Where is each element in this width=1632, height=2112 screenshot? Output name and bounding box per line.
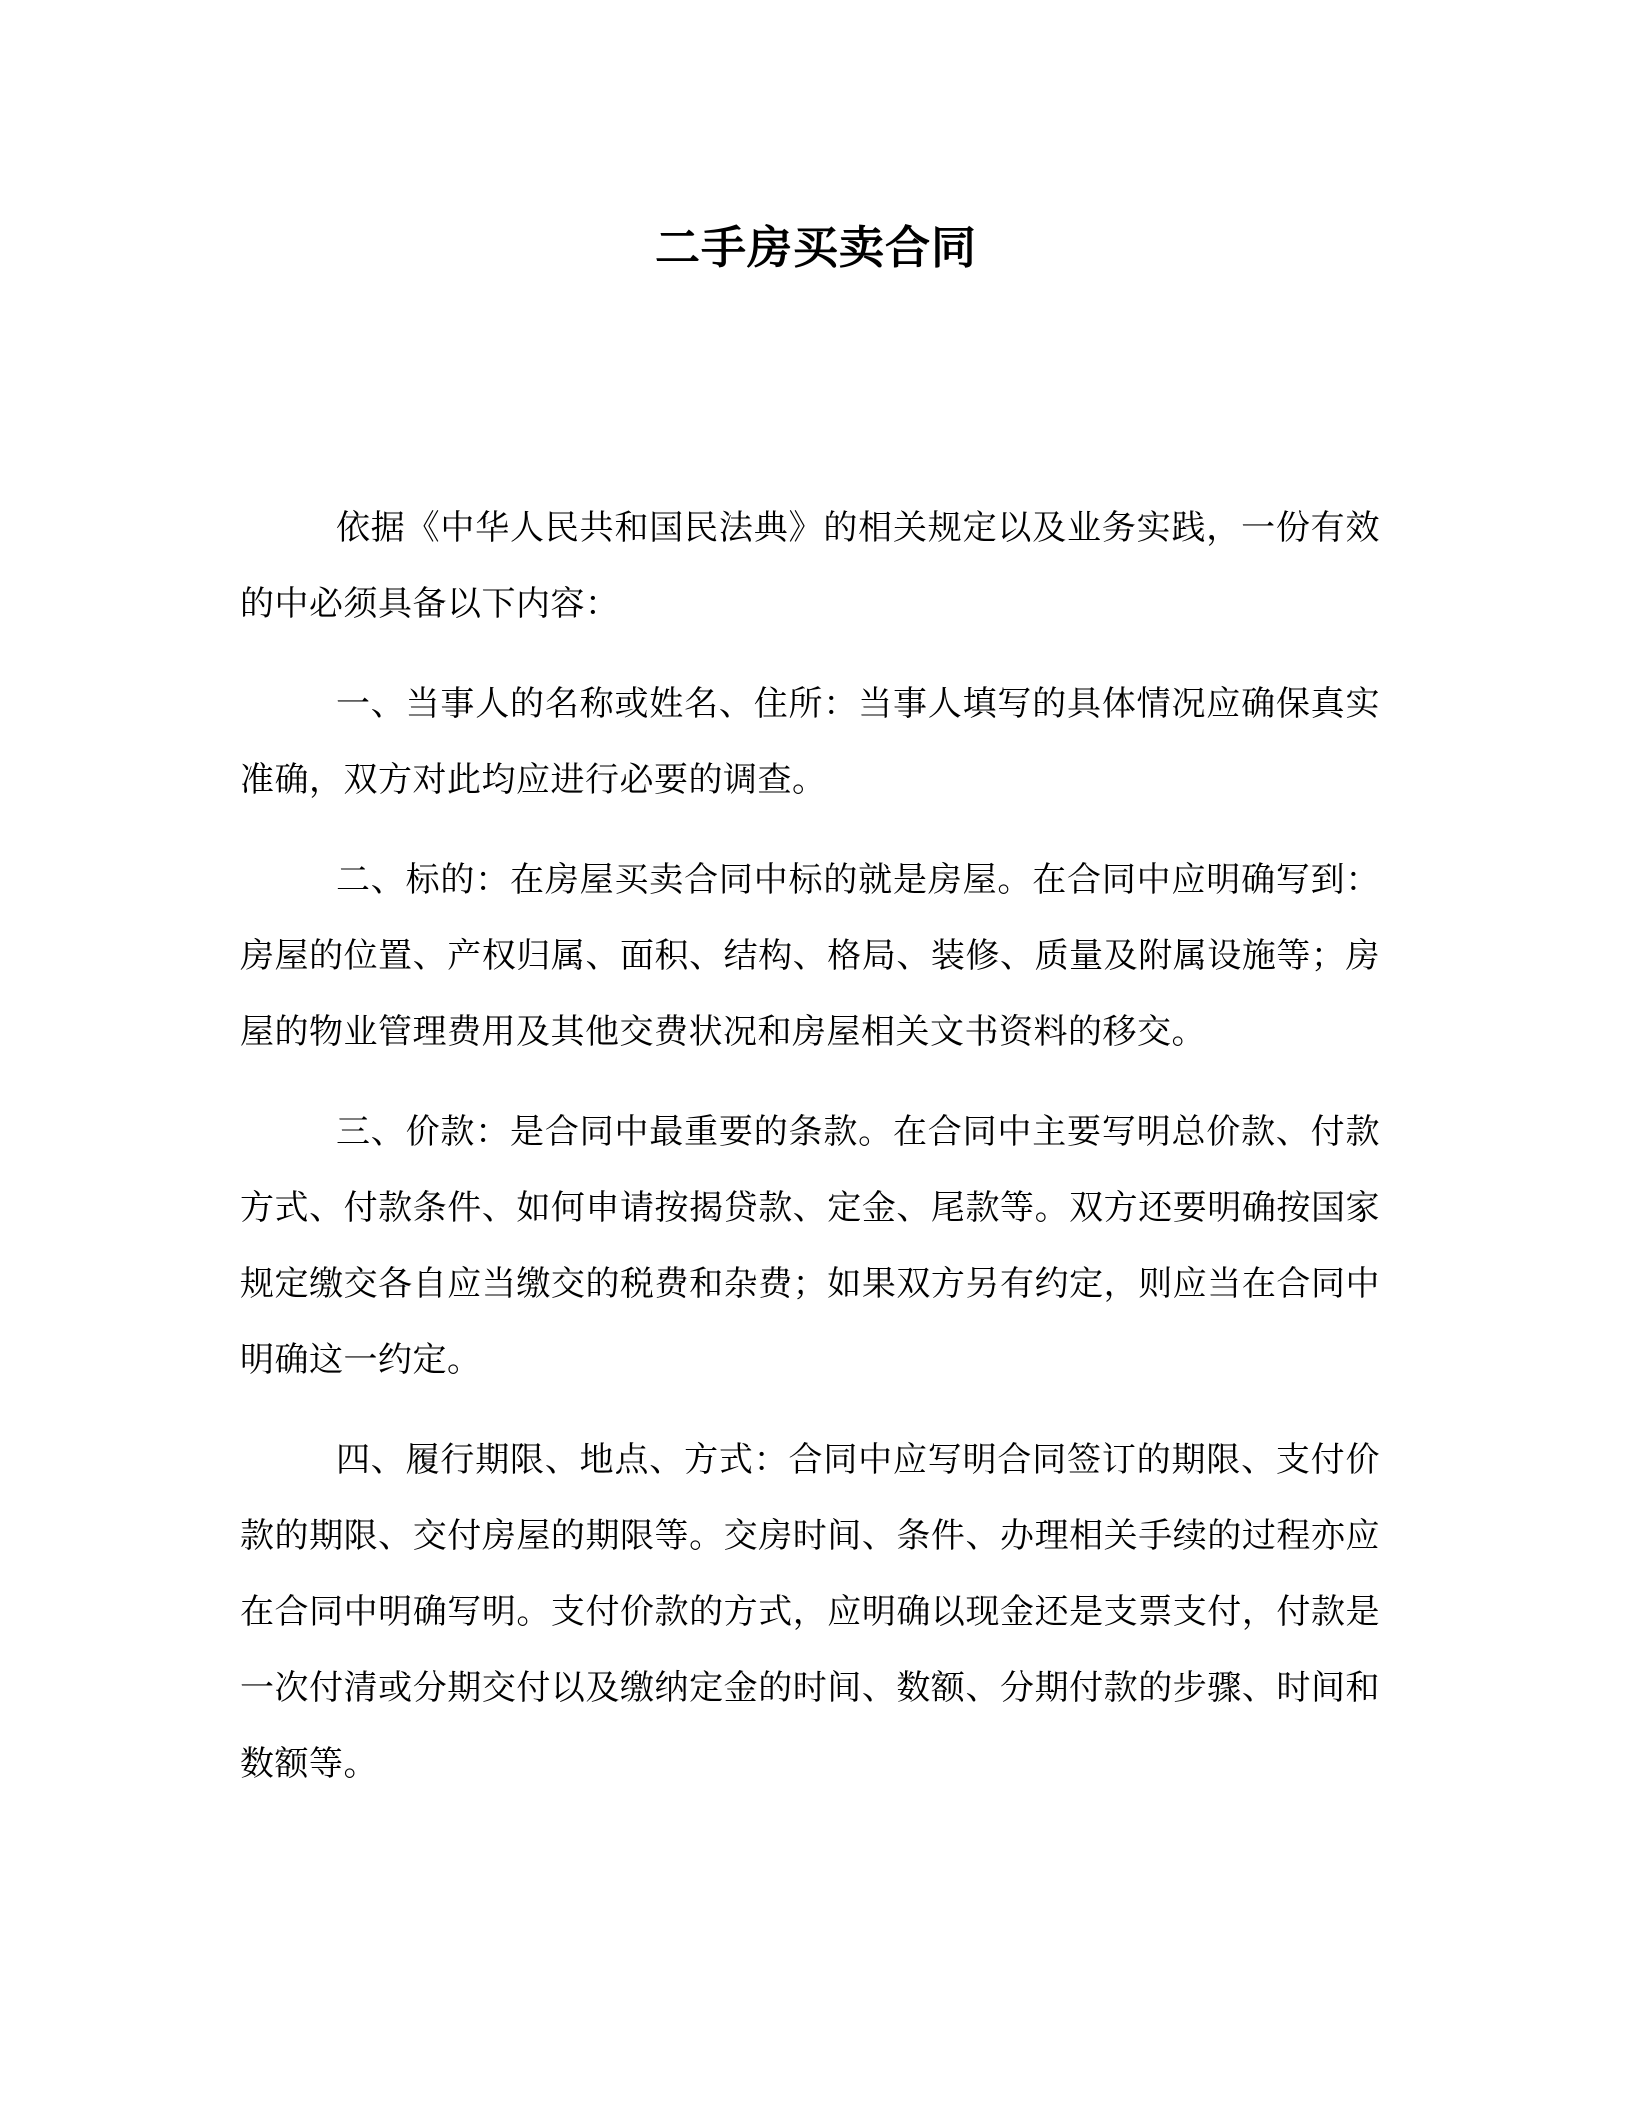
document-title: 二手房买卖合同 — [654, 221, 977, 274]
clause-performance-paragraph: 四、履行期限、地点、方式：合同中应写明合同签订的期限、支付价款的期限、交付房屋的期限等。交房时间、条件、办理相关手续的过程亦应在合同中明确写明。支付价款的方式，应明确以现金还是支票支付，付款是一次付清或分期交付以及缴纳定金的时间、数额、分期付款的步骤、时间和数额等。 — [240, 1440, 1380, 1784]
document-body — [240, 490, 1380, 1826]
clause-parties-paragraph: 一、当事人的名称或姓名、住所：当事人填写的具体情况应确保真实准确，双方对此均应进行必要的调查。 — [240, 684, 1380, 800]
intro-paragraph: 依据《中华人民共和国民法典》的相关规定以及业务实践，一份有效的中必须具备以下内容： — [240, 508, 1380, 624]
clause-subject-paragraph: 二、标的：在房屋买卖合同中标的就是房屋。在合同中应明确写到：房屋的位置、产权归属、面积、结构、格局、装修、质量及附属设施等；房屋的物业管理费用及其他交费状况和房屋相关文书资料的移交。 — [240, 860, 1380, 1052]
clause-price-paragraph: 三、价款：是合同中最重要的条款。在合同中主要写明总价款、付款方式、付款条件、如何申请按揭贷款、定金、尾款等。双方还要明确按国家规定缴交各自应当缴交的税费和杂费；如果双方另有约定，则应当在合同中明确这一约定。 — [240, 1112, 1380, 1380]
